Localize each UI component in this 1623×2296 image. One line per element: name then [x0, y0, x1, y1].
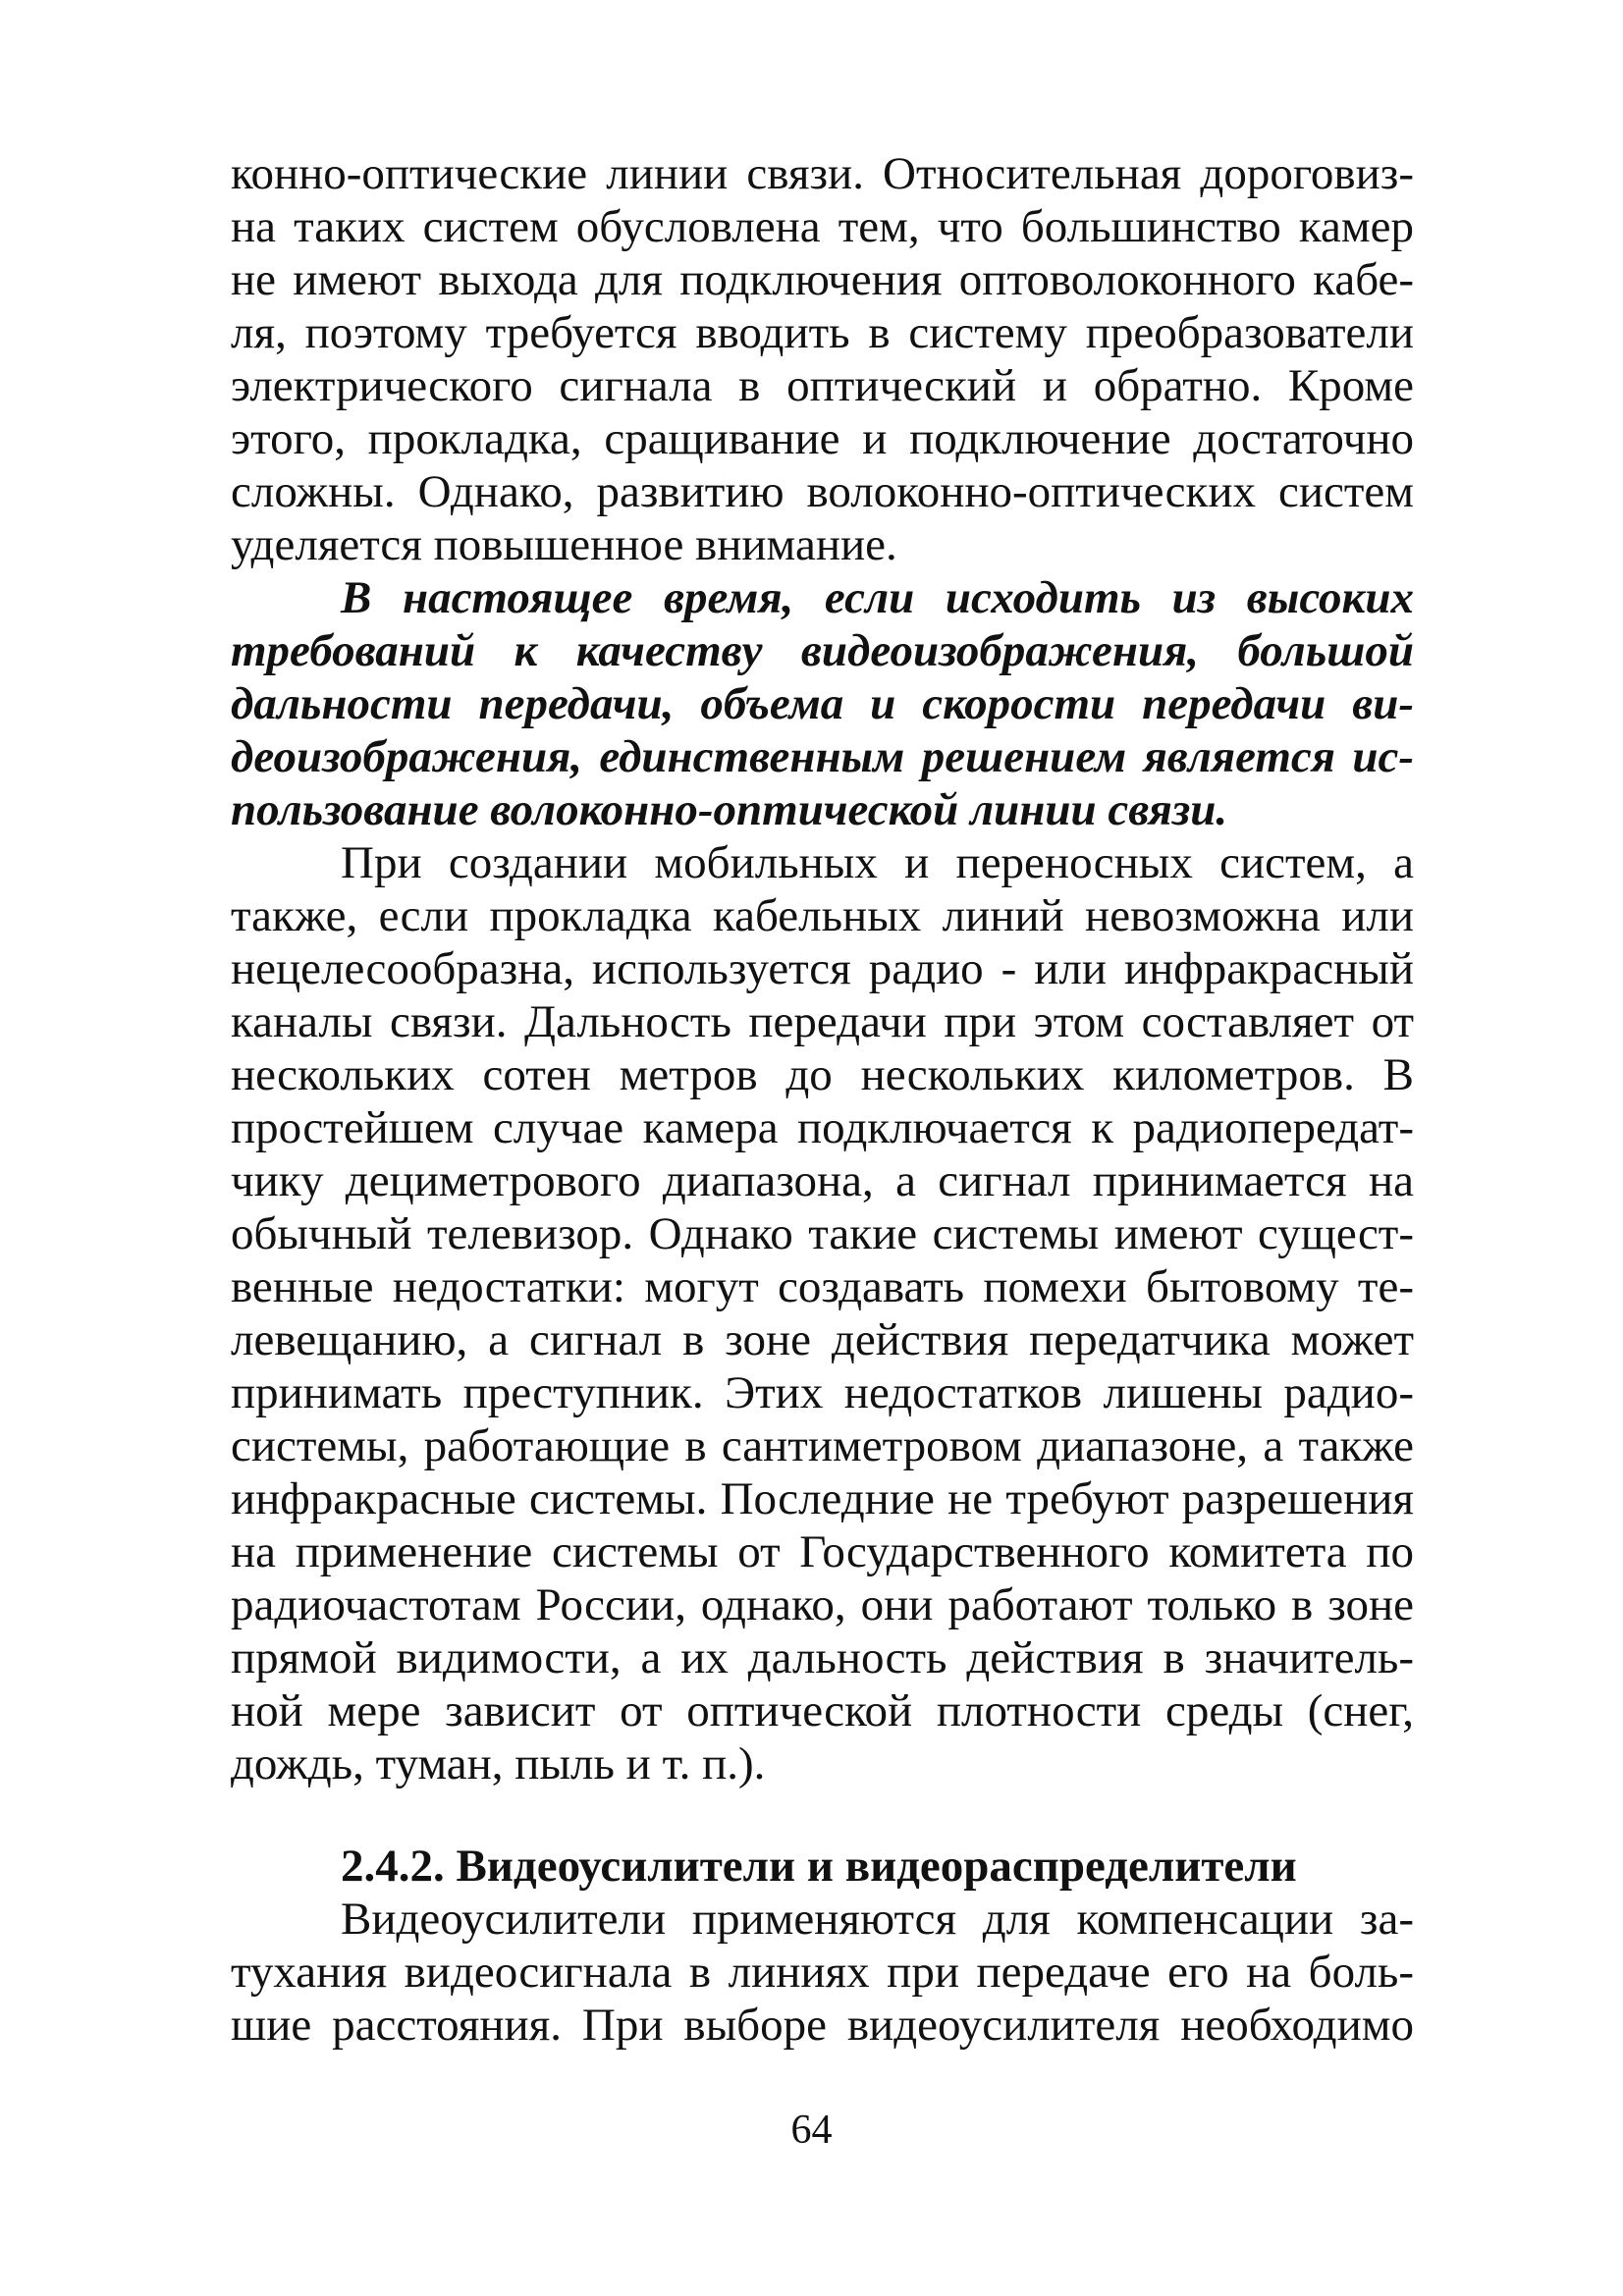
emphasis-line: требований к качеству видеоизображения, большой	[231, 625, 1414, 676]
text-line: инфракрасные системы. Последние не требуют разрешения	[231, 1473, 1414, 1524]
paragraph-radio-infrared	[231, 836, 1414, 1790]
text-line: нескольких сотен метров до нескольких километров. В	[231, 1049, 1414, 1100]
text-line: на применение системы от Государственного комитета по	[231, 1526, 1414, 1577]
text-line: каналы связи. Дальность передачи при этом составляет от	[231, 996, 1414, 1047]
paragraph-video-amplifiers	[231, 1893, 1414, 2052]
text-line: уделяется повышенное внимание.	[231, 519, 897, 570]
text-line: этого, прокладка, сращивание и подключение достаточно	[231, 413, 1414, 464]
paragraph-emphasis-conclusion	[231, 571, 1414, 836]
text-line: Видеоусилители применяются для компенсации за-	[341, 1894, 1414, 1945]
text-line: ной мере зависит от оптической плотности среды (снег,	[231, 1685, 1414, 1736]
text-line: венные недостатки: могут создавать помехи бытовому те-	[231, 1261, 1414, 1312]
text-line: левещанию, а сигнал в зоне действия передатчика может	[231, 1314, 1414, 1365]
text-line: тухания видеосигнала в линиях при передаче его на боль-	[231, 1947, 1414, 1998]
text-line: прямой видимости, а их дальность действия в значитель-	[231, 1632, 1414, 1683]
text-line: не имеют выхода для подключения оптоволоконного кабе-	[231, 254, 1414, 305]
text-line: конно-оптические линии связи. Относительная дороговиз-	[231, 148, 1414, 199]
text-line: системы, работающие в сантиметровом диапазоне, а также	[231, 1420, 1414, 1471]
text-line: шие расстояния. При выборе видеоусилителя необходимо	[231, 2000, 1414, 2051]
paragraph-optical-lines	[231, 147, 1414, 571]
text-line: чику дециметрового диапазона, а сигнал принимается на	[231, 1155, 1414, 1206]
text-line: При создании мобильных и переносных систем, а	[341, 837, 1414, 888]
text-line: также, если прокладка кабельных линий невозможна или	[231, 890, 1414, 941]
text-line: ля, поэтому требуется вводить в систему преобразователи	[231, 307, 1414, 358]
emphasis-line: дальности передачи, объема и скорости передачи ви-	[231, 678, 1414, 729]
text-line: простейшем случае камера подключается к радиопередат-	[231, 1102, 1414, 1153]
emphasis-line: В настоящее время, если исходить из высоких	[341, 572, 1414, 623]
text-line: электрического сигнала в оптический и обратно. Кроме	[231, 360, 1414, 411]
emphasis-line: деоизображения, единственным решением является ис-	[231, 731, 1414, 782]
page-number: 64	[790, 2108, 833, 2153]
emphasis-line: пользование волоконно-оптической линии связи.	[231, 784, 1228, 835]
text-line: нецелесообразна, используется радио - или инфракрасный	[231, 943, 1414, 994]
page-body	[231, 147, 1414, 2052]
text-line: дождь, туман, пыль и т. п.).	[231, 1738, 766, 1789]
text-line: сложны. Однако, развитию волоконно-оптических систем	[231, 466, 1414, 517]
section-heading: 2.4.2. Видеоусилители и видеораспределители	[341, 1841, 1297, 1892]
text-line: радиочастотам России, однако, они работают только в зоне	[231, 1579, 1414, 1630]
text-line: принимать преступник. Этих недостатков лишены радио-	[231, 1367, 1414, 1418]
text-line: обычный телевизор. Однако такие системы имеют сущест-	[231, 1208, 1414, 1259]
text-line: на таких систем обусловлена тем, что большинство камер	[231, 201, 1414, 252]
